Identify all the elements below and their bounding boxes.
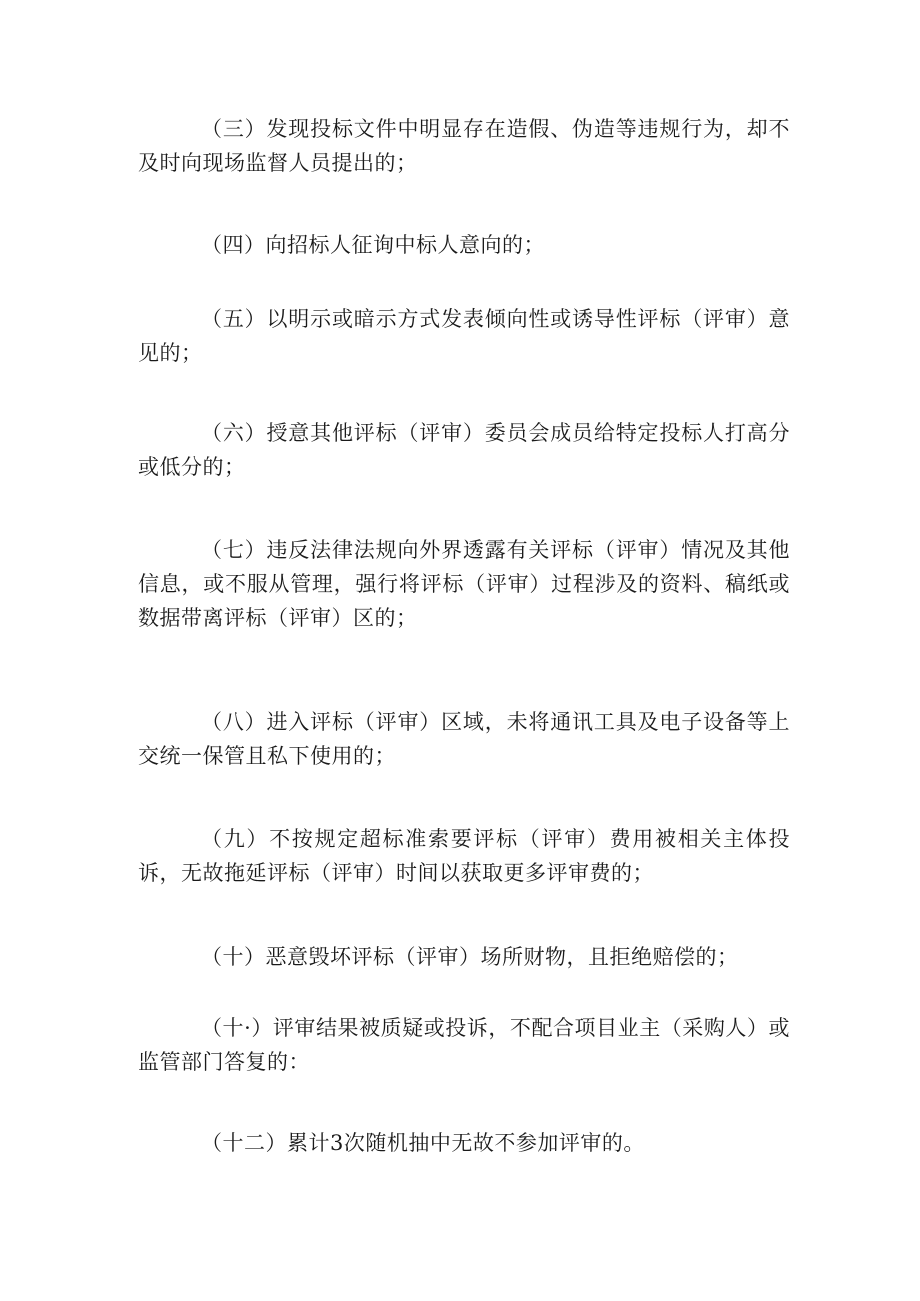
paragraph-item-8: （八）进入评标（评审）区域，未将通讯工具及电子设备等上交统一保管且私下使用的； <box>138 710 790 768</box>
paragraph-item-6: （六）授意其他评标（评审）委员会成员给特定投标人打高分或低分的； <box>138 421 790 479</box>
paragraph-item-3: （三）发现投标文件中明显存在造假、伪造等违规行为，却不及时向现场监督人员提出的； <box>138 117 790 175</box>
paragraph-item-9: （九）不按规定超标准索要评标（评审）费用被相关主体投诉，无故拖延评标（评审）时间以获取更多评审费的； <box>138 827 790 885</box>
paragraph-item-10: （十）恶意毁坏评标（评审）场所财物，且拒绝赔偿的； <box>201 945 739 969</box>
paragraph-item-11: （十·）评审结果被质疑或投诉，不配合项目业主（采购人）或监管部门答复的： <box>138 1016 790 1074</box>
paragraph-item-4: （四）向招标人征询中标人意向的； <box>201 233 545 257</box>
paragraph-item-5: （五）以明示或暗示方式发表倾向性或诱导性评标（评审）意见的； <box>138 307 790 365</box>
paragraph-item-7: （七）违反法律法规向外界透露有关评标（评审）情况及其他信息，或不服从管理，强行将评标（评审）过程涉及的资料、稿纸或数据带离评标（评审）区的； <box>138 538 790 630</box>
paragraph-item-12: （十二）累计3次随机抽中无故不参加评审的。 <box>201 1131 645 1155</box>
